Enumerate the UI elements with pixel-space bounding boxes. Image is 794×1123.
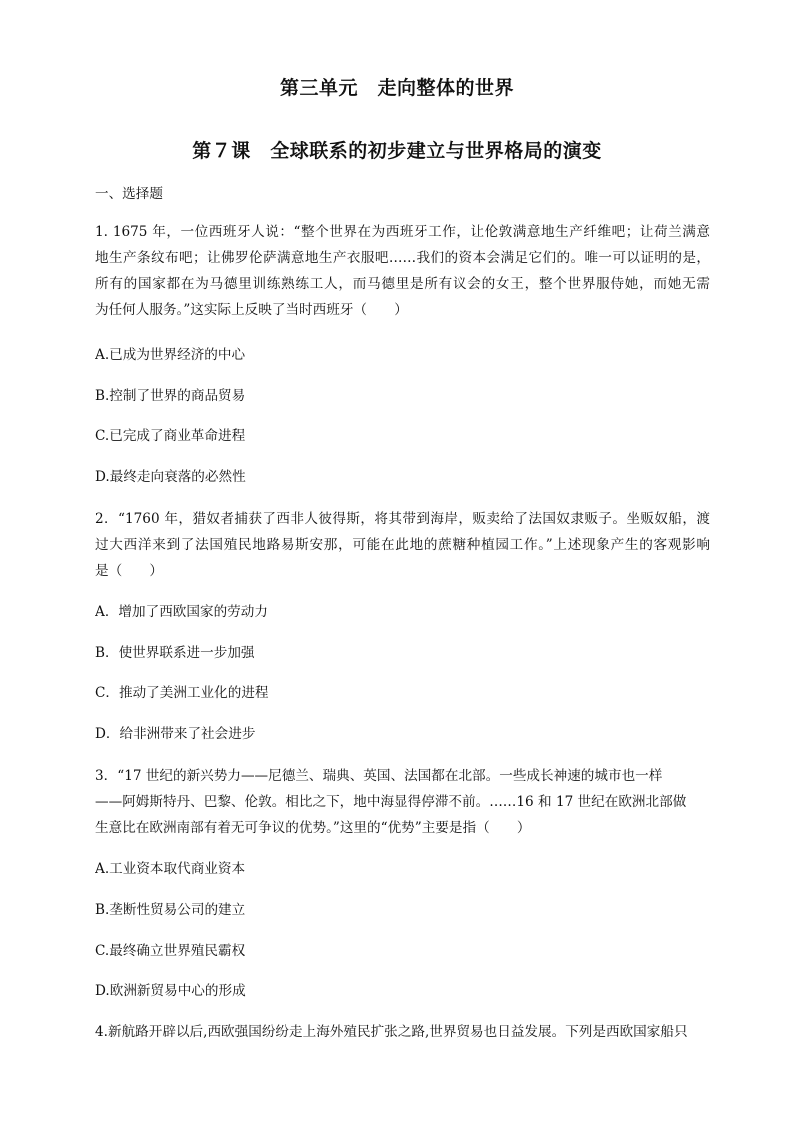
- q3-option-a: A.工业资本取代商业资本: [95, 861, 246, 877]
- q2-option-a: A．增加了西欧国家的劳动力: [95, 604, 268, 620]
- q3-stem-line: 3．“17 世纪的新兴势力——尼德兰、瑞典、英国、法国都在北部。一些成长神速的城市也一样: [95, 768, 663, 784]
- q3-option-c: C.最终确立世界殖民霸权: [95, 943, 246, 959]
- q1-stem-line: 所有的国家都在为马德里训练熟练工人，而马德里是所有议会的女王，整个世界服侍她，而她无需: [95, 276, 710, 292]
- q2-stem-line: 过大西洋来到了法国殖民地路易斯安那，可能在此地的蔗糖种植园工作。”上述现象产生的客观影响: [95, 537, 710, 553]
- q1-option-b: B.控制了世界的商品贸易: [95, 388, 246, 404]
- q1-stem-line: 地生产条纹布吧；让佛罗伦萨满意地生产衣服吧……我们的资本会满足它们的。唯一可以证明的是，: [95, 250, 710, 266]
- q2-option-d: D．给非洲带来了社会进步: [95, 726, 256, 742]
- q1-option-c: C.已完成了商业革命进程: [95, 428, 246, 444]
- q3-stem-line: 生意比在欧洲南部有着无可争议的优势。”这里的“优势”主要是指（ ）: [95, 820, 531, 836]
- q3-option-d: D.欧洲新贸易中心的形成: [95, 983, 246, 999]
- q1-stem-line: 1. 1675 年，一位西班牙人说：“整个世界在为西班牙工作，让伦敦满意地生产纤维吧；让荷兰满意: [95, 224, 710, 240]
- q3-option-b: B.垄断性贸易公司的建立: [95, 902, 246, 918]
- section-heading: 一、选择题: [95, 186, 163, 202]
- q1-option-a: A.已成为世界经济的中心: [95, 347, 246, 363]
- q2-option-b: B．使世界联系进一步加强: [95, 645, 255, 661]
- q3-stem-line: ——阿姆斯特丹、巴黎、伦敦。相比之下，地中海显得停滞不前。……16 和 17 世纪在欧洲北部做: [95, 794, 687, 810]
- q1-option-d: D.最终走向衰落的必然性: [95, 469, 246, 485]
- q1-stem-line: 为任何人服务。”这实际上反映了当时西班牙（ ）: [95, 302, 408, 318]
- unit-title: 第三单元 走向整体的世界: [279, 77, 514, 99]
- q2-option-c: C．推动了美洲工业化的进程: [95, 685, 269, 701]
- q2-stem-line: 2．“1760 年，猎奴者捕获了西非人彼得斯，将其带到海岸，贩卖给了法国奴隶贩子。坐贩奴船，渡: [95, 511, 710, 527]
- q2-stem-line: 是（ ）: [95, 563, 163, 579]
- lesson-title: 第７课 全球联系的初步建立与世界格局的演变: [192, 140, 602, 162]
- q4-stem-line: 4.新航路开辟以后,西欧强国纷纷走上海外殖民扩张之路,世界贸易也日益发展。下列是西欧国家船只: [95, 1024, 688, 1040]
